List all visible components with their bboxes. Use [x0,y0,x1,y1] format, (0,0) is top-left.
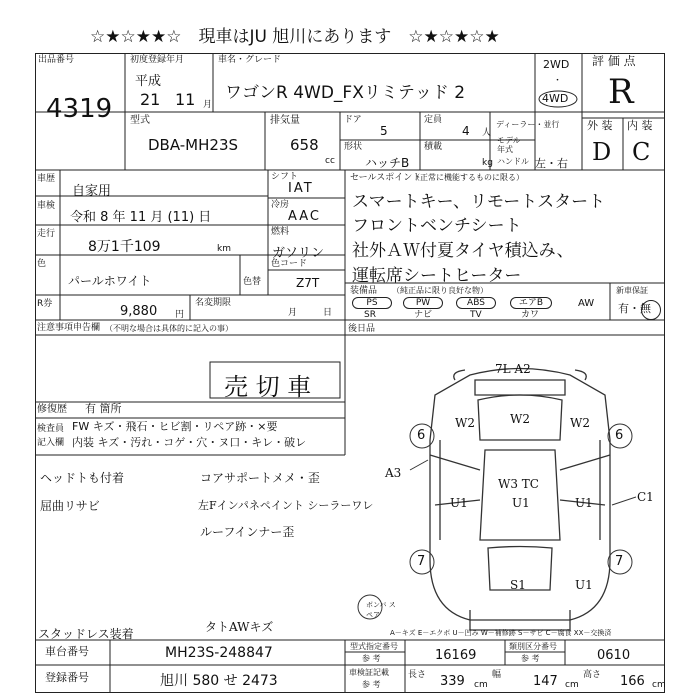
note-a: ヘッドトも付着 [40,471,125,485]
model-year-label2: 年式 [497,145,513,154]
handle-label: ハンドル [497,157,529,166]
tire-rl: 7 [417,554,426,569]
len-unit: cm [474,680,488,690]
load-unit: kg [482,158,493,168]
len-value: 339 [440,674,465,689]
mark-w3-tc: W3 TC [498,477,539,491]
class-label: 類別区分番号 [509,642,557,651]
chassis-value: MH23S-248847 [165,645,273,661]
equip-aw: AW [578,298,595,309]
note-e: ルーフインナー歪 [200,525,295,539]
name-change-day: 日 [323,308,333,318]
equip-sr: SR [364,310,376,320]
ac-label: 冷房 [271,200,290,210]
car-name: ワゴンR 4WD_FXリミテッド 2 [225,83,466,103]
lot-number: 4319 [46,94,113,124]
equip-airbag: エアB [510,297,552,309]
fuel-label: 燃料 [271,227,290,237]
mark-w2-right: W2 [570,416,590,430]
header-banner: ☆★☆★★☆ 現車はJU 旭川にあります ☆★☆★☆★ [90,27,500,47]
ext-score: D [592,138,612,166]
mark-u1-center: U1 [512,496,530,510]
notes-sub: （不明な場合は具体的に記入の事） [105,324,233,333]
mark-7l-a2: 7L A2 [495,362,531,376]
equipment-sub: （純正品に限り良好な物） [392,286,488,295]
mark-c1: C1 [637,490,654,504]
color-change-label: 色替 [243,277,262,287]
first-reg-era: 平成 [135,74,162,89]
mark-s1: S1 [510,578,526,592]
displacement-unit: cc [325,156,335,166]
mileage-unit: km [217,244,231,254]
chassis-label: 車台番号 [45,645,89,658]
new-car-value: 有・無 [618,302,651,315]
recycle-unit: 円 [175,310,185,320]
first-reg-year: 21 [140,90,161,109]
type-label: 型式指定番号 [350,642,398,651]
mileage-value: 8万1千109 [88,239,161,255]
note-b: コアサポートメメ・歪 [200,471,320,485]
rear-label: 後日品 [348,324,376,334]
first-reg-label: 初度登録年月 [130,55,185,65]
mark-u1-right: U1 [575,496,593,510]
len-label: 長さ [408,670,427,680]
spare-label: ボンバ スペア [366,601,396,619]
note-f: スタッドレス装着 [38,627,134,641]
tire-fr: 6 [615,428,624,443]
class-value: 0610 [597,648,631,663]
wid-unit: cm [565,680,579,690]
usage-label: 車歴 [37,174,56,184]
equip-tv: TV [470,310,482,320]
car-name-label: 車名・グレード [218,55,282,65]
color-code: Z7T [296,276,320,290]
displacement-label: 排気量 [270,115,300,126]
recycle-label: R券 [37,299,53,309]
inspector-label-2: 記入欄 [37,438,65,448]
equipment-label: 装備品 [350,286,378,296]
sales-point-1: スマートキー、リモートスタート [352,192,606,212]
mark-u1-rear: U1 [575,578,593,592]
lot-label: 出品番号 [38,55,75,65]
sales-points-label: セールスポイント [350,173,422,183]
sales-point-3: 社外ＡＷ付夏タイヤ積込み、 [352,241,574,261]
inspector-line-2: 内装 キズ・汚れ・コゲ・穴・ヌ口・キレ・破レ [72,436,307,449]
handle-value: 左・右 [535,157,568,170]
load-label: 積載 [424,142,443,152]
model-value: DBA-MH23S [148,136,239,154]
int-label: 内 装 [627,119,653,132]
color-code-label: 色コード [271,259,308,269]
shift-label: シフト [271,172,299,182]
ac-value: AAC [288,209,321,224]
equip-leather: カワ [521,310,540,320]
doors-value: 5 [380,124,388,138]
body-value: ハッチB [365,156,410,170]
score-label: 評 価 点 [592,54,636,68]
ext-label: 外 装 [587,119,613,132]
hei-unit: cm [652,680,666,690]
repair-label: 修復歴 [37,404,67,415]
note-d: 左Fインパネペイント シーラーワレ [198,499,374,512]
mark-w2-left: W2 [455,416,475,430]
sales-point-2: フロントベンチシート [352,216,522,236]
note-g: タトAWキズ [205,620,274,634]
notes-label: 注意事項申告欄 [37,323,101,333]
type-value: 16169 [435,648,477,663]
new-car-label: 新車保証 [616,286,648,295]
repair-value: 有 箇所 [85,402,122,415]
capacity-value: 4 [462,124,470,138]
mileage-label: 走行 [37,229,56,239]
name-change-month: 月 [288,308,298,318]
inspector-label-1: 検査員 [37,424,65,434]
color-value: パールホワイト [68,274,152,288]
displacement-value: 658 [290,136,319,154]
class-ref: 参 考 [521,654,540,663]
name-change-label: 名変期限 [195,298,232,308]
tire-rr: 7 [615,554,624,569]
doors-label: ドア [344,115,362,125]
equip-pw: PW [403,297,443,309]
dim-label: 車検証記載 [349,668,389,677]
model-year-label: モデル [497,136,521,145]
shift-value: IAT [288,181,314,196]
sales-point-4: 運転席シートヒーター [352,266,522,286]
hei-label: 高さ [583,670,602,680]
drive-4wd: 4WD [542,92,569,105]
mark-a3: A3 [385,466,402,480]
plate-label: 登録番号 [45,671,89,684]
mark-w2-center: W2 [510,412,530,426]
wid-label: 幅 [492,670,502,680]
first-reg-month-unit: 月 [203,100,213,110]
equip-abs: ABS [456,297,496,309]
equip-ps: PS [352,297,392,309]
capacity-unit: 人 [482,128,492,138]
equip-navi: ナビ [414,310,433,320]
inspector-line-1: FW キズ・飛石・ヒビ割・リペア跡・×要 [72,420,278,433]
sold-stamp: 売 切 車 [224,373,312,401]
fuel-value: ガソリン [272,246,325,261]
body-label: 形状 [344,142,363,152]
plate-value: 旭川 580 せ 2473 [160,673,278,689]
int-score: C [632,138,651,166]
first-reg-month: 11 [175,90,196,109]
tire-fl: 6 [417,428,426,443]
hei-value: 166 [620,674,645,689]
dealer-label: ディーラー・並行 [496,120,560,129]
sales-points-sub: （正常に機能するものに限る） [412,173,524,182]
model-label: 型式 [130,115,150,126]
damage-legend: A－キズ E－エクボ U－凹み W－補修跡 S－サビ C－腐食 XX－交換済 [390,629,612,637]
dim-ref: 参 考 [362,680,381,689]
score-value: R [608,72,634,112]
type-ref: 参 考 [362,654,381,663]
drive-dot: ・ [553,76,563,86]
capacity-label: 定員 [424,115,443,125]
note-c: 屈曲リサビ [40,499,100,513]
usage-value: 自家用 [72,184,112,199]
inspection-value: 令和 8 年 11 月 (11) 日 [70,210,212,225]
mark-u1-left: U1 [450,496,468,510]
drive-2wd: 2WD [543,58,570,71]
recycle-value: 9,880 [120,304,158,319]
wid-value: 147 [533,674,558,689]
inspection-label: 車検 [37,201,56,211]
color-label: 色 [37,259,47,269]
new-car-circle [641,300,661,320]
